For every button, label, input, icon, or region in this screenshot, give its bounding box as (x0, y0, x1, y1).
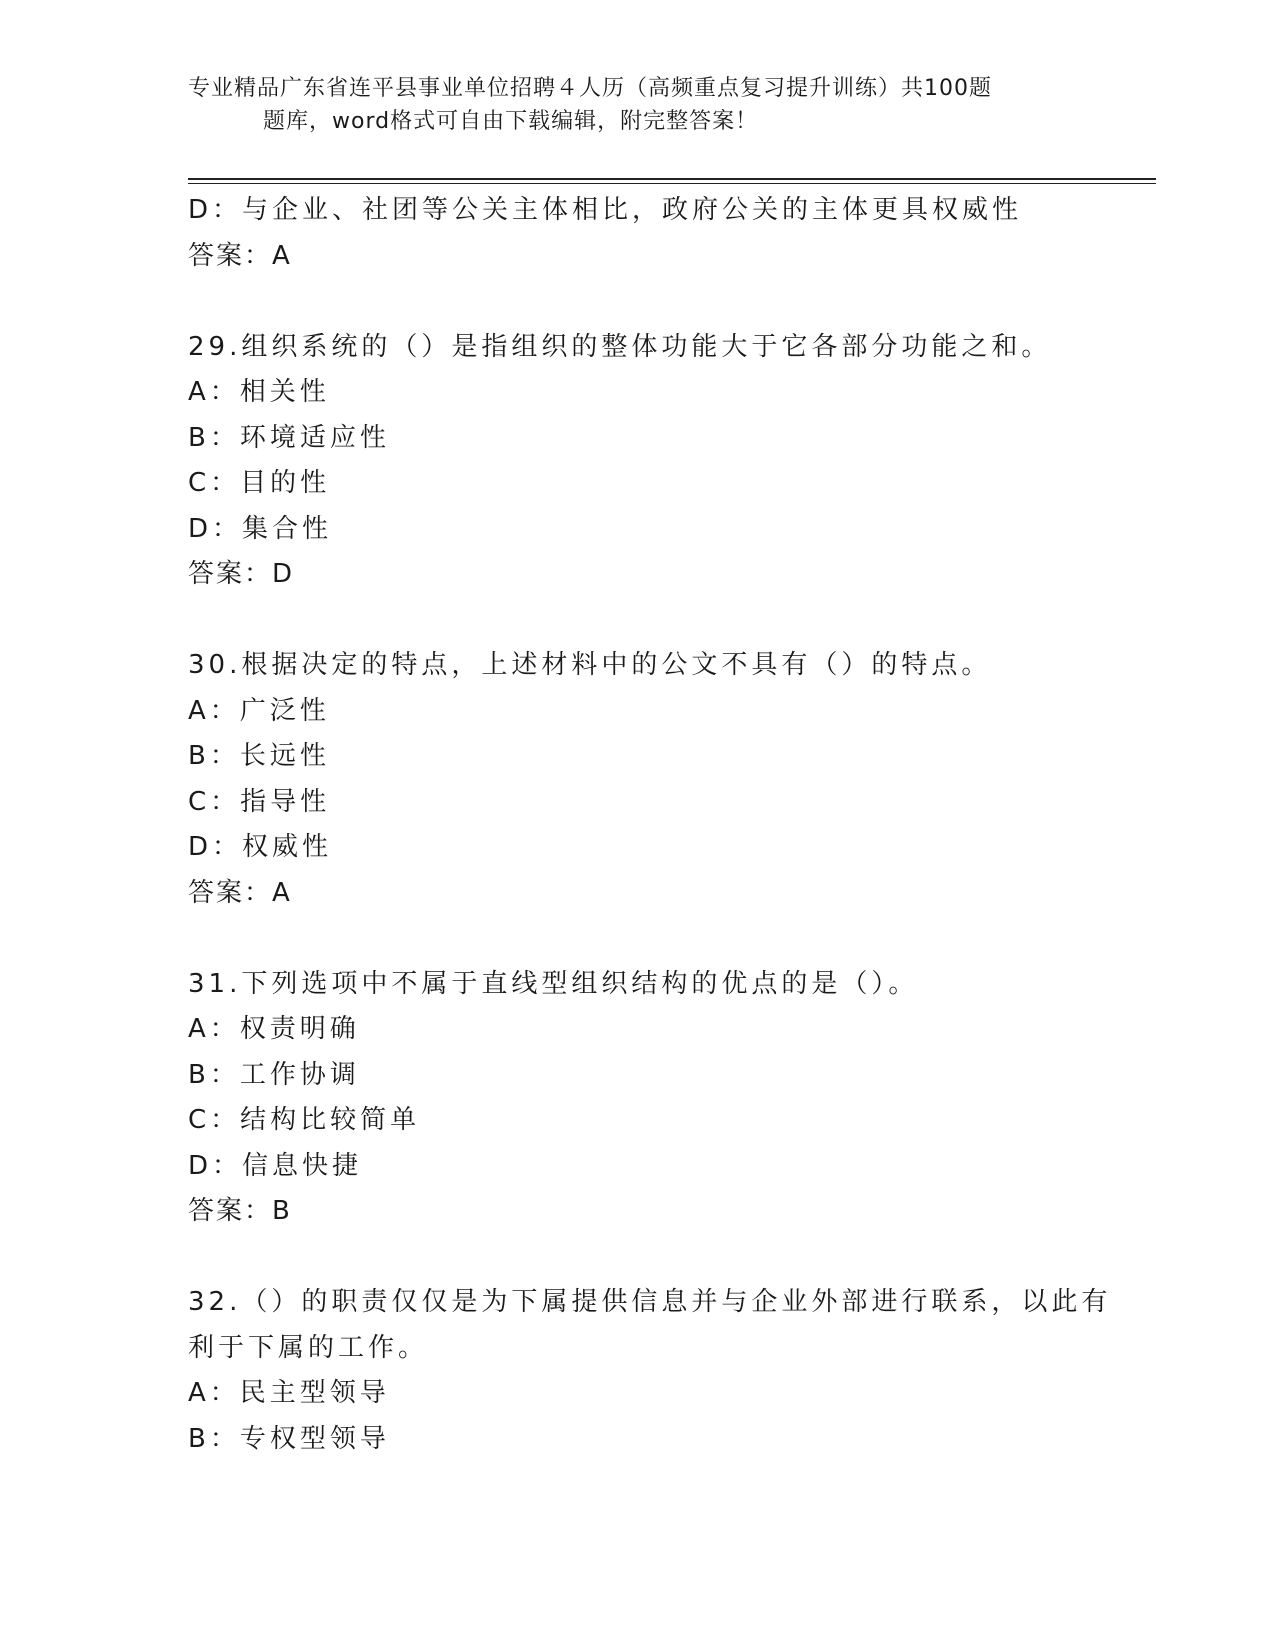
question-gap (188, 279, 1088, 325)
question-31 (188, 962, 1088, 1235)
option-c: C：指导性 (188, 786, 331, 817)
prev-answer: 答案：A (188, 240, 292, 271)
document-header (188, 72, 1068, 138)
option-c: C：目的性 (188, 468, 331, 498)
question-content (188, 188, 1112, 1462)
option-b: B：工作协调 (188, 1059, 360, 1090)
option-b: B：专权型领导 (188, 1423, 390, 1454)
question-stem-continued: 利于下属的工作。 (188, 1332, 429, 1363)
option-b: B：环境适应性 (188, 422, 390, 453)
question-30 (188, 643, 1088, 916)
option-c: C：结构比较简单 (188, 1105, 421, 1135)
option-d: D：信息快捷 (188, 1150, 363, 1181)
header-rule-thick (188, 178, 1156, 180)
question-29 (188, 325, 1088, 598)
question-stem: 31.下列选项中不属于直线型组织结构的优点的是（）。 (188, 968, 919, 999)
answer: 答案：D (188, 559, 295, 589)
answer: 答案：A (188, 877, 292, 908)
question-32 (188, 1280, 1112, 1462)
option-a: A：民主型领导 (188, 1378, 390, 1408)
header-rule-thin (188, 183, 1156, 184)
question-stem: 30.根据决定的特点，上述材料中的公文不具有（）的特点。 (188, 650, 992, 680)
option-d: D：集合性 (188, 513, 333, 544)
question-gap (188, 916, 1088, 962)
prev-option-d: D：与企业、社团等公关主体相比，政府公关的主体更具权威性 (188, 195, 1023, 225)
option-d: D：权威性 (188, 832, 333, 862)
option-a: A：广泛性 (188, 695, 330, 726)
header-title-line2: 题库，word格式可自由下载编辑，附完整答案！ (263, 109, 759, 134)
question-stem: 32.（）的职责仅仅是为下属提供信息并与企业外部进行联系，以此有 (188, 1287, 1112, 1317)
option-b: B：长远性 (188, 741, 330, 771)
option-a: A：权责明确 (188, 1014, 360, 1044)
question-stem: 29.组织系统的（）是指组织的整体功能大于它各部分功能之和。 (188, 331, 1052, 362)
question-gap (188, 598, 1088, 644)
question-gap (188, 1235, 1088, 1281)
option-a: A：相关性 (188, 377, 330, 407)
header-title-line1: 专业精品广东省连平县事业单位招聘４人历（高频重点复习提升训练）共100题 (188, 76, 992, 101)
answer: 答案：B (188, 1196, 292, 1226)
